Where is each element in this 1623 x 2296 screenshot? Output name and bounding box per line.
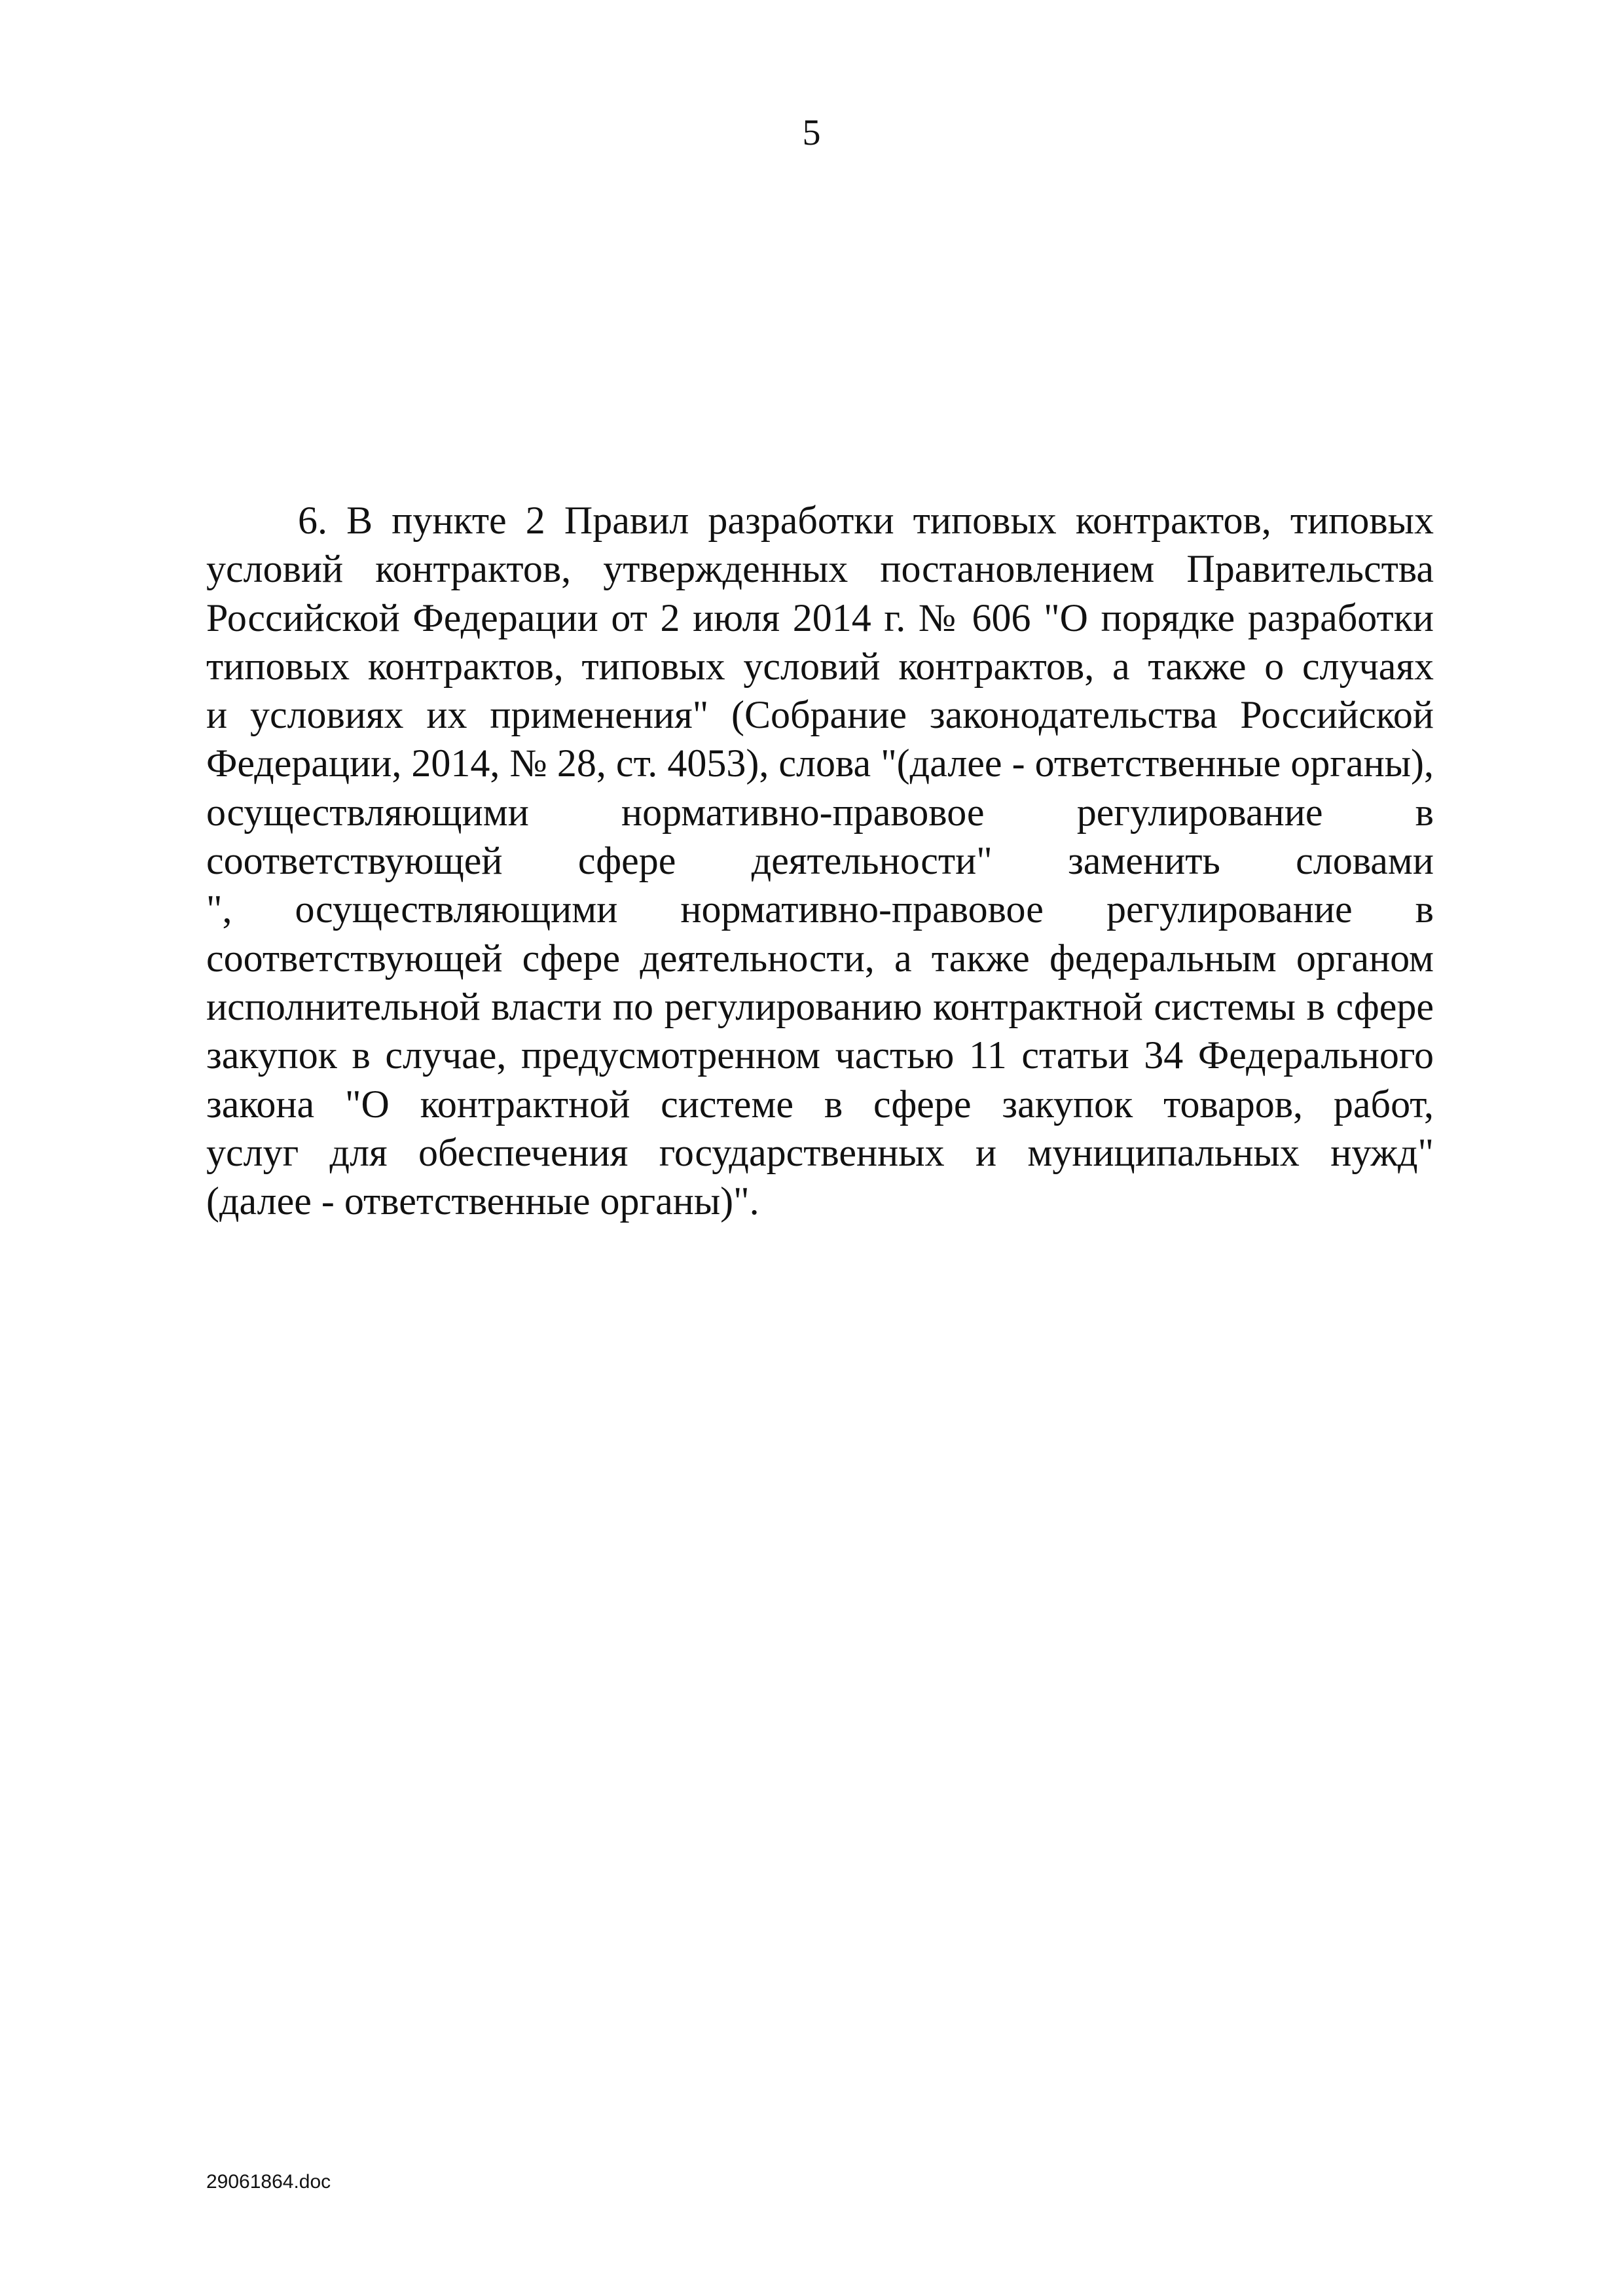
paragraph-line: Российской Федерации от 2 июля 2014 г. № 606 "О порядке разработки [206, 596, 1434, 639]
paragraph-line: Федерации, 2014, № 28, ст. 4053), слова "(далее - ответственные органы), [206, 742, 1434, 785]
paragraph-line: условий контрактов, утвержденных постановлением Правительства [206, 547, 1434, 591]
page-number: 5 [802, 113, 821, 153]
document-filename: 29061864.doc [206, 2171, 331, 2193]
paragraph-line: исполнительной власти по регулированию контрактной системы в сфере [206, 984, 1434, 1028]
paragraph-line: типовых контрактов, типовых условий контрактов, а также о случаях [206, 644, 1434, 688]
paragraph-line: ", осуществляющими нормативно-правовое регулирование в [206, 888, 1434, 931]
paragraph-line: соответствующей сфере деятельности" заменить словами [206, 839, 1434, 883]
paragraph-line: 6. В пункте 2 Правил разработки типовых контрактов, типовых [298, 499, 1434, 542]
paragraph-line: закона "О контрактной системе в сфере закупок товаров, работ, [206, 1082, 1434, 1126]
paragraph-line: (далее - ответственные органы)". [206, 1179, 759, 1223]
paragraph-line: и условиях их применения" (Собрание законодательства Российской [206, 693, 1434, 737]
paragraph-line: услуг для обеспечения государственных и муниципальных нужд" [206, 1130, 1434, 1174]
amendment-paragraph [206, 496, 1434, 1225]
paragraph-line: закупок в случае, предусмотренном частью 11 статьи 34 Федерального [206, 1033, 1434, 1077]
paragraph-line: соответствующей сфере деятельности, а также федеральным органом [206, 936, 1434, 980]
paragraph-line: осуществляющими нормативно-правовое регулирование в [206, 790, 1434, 834]
